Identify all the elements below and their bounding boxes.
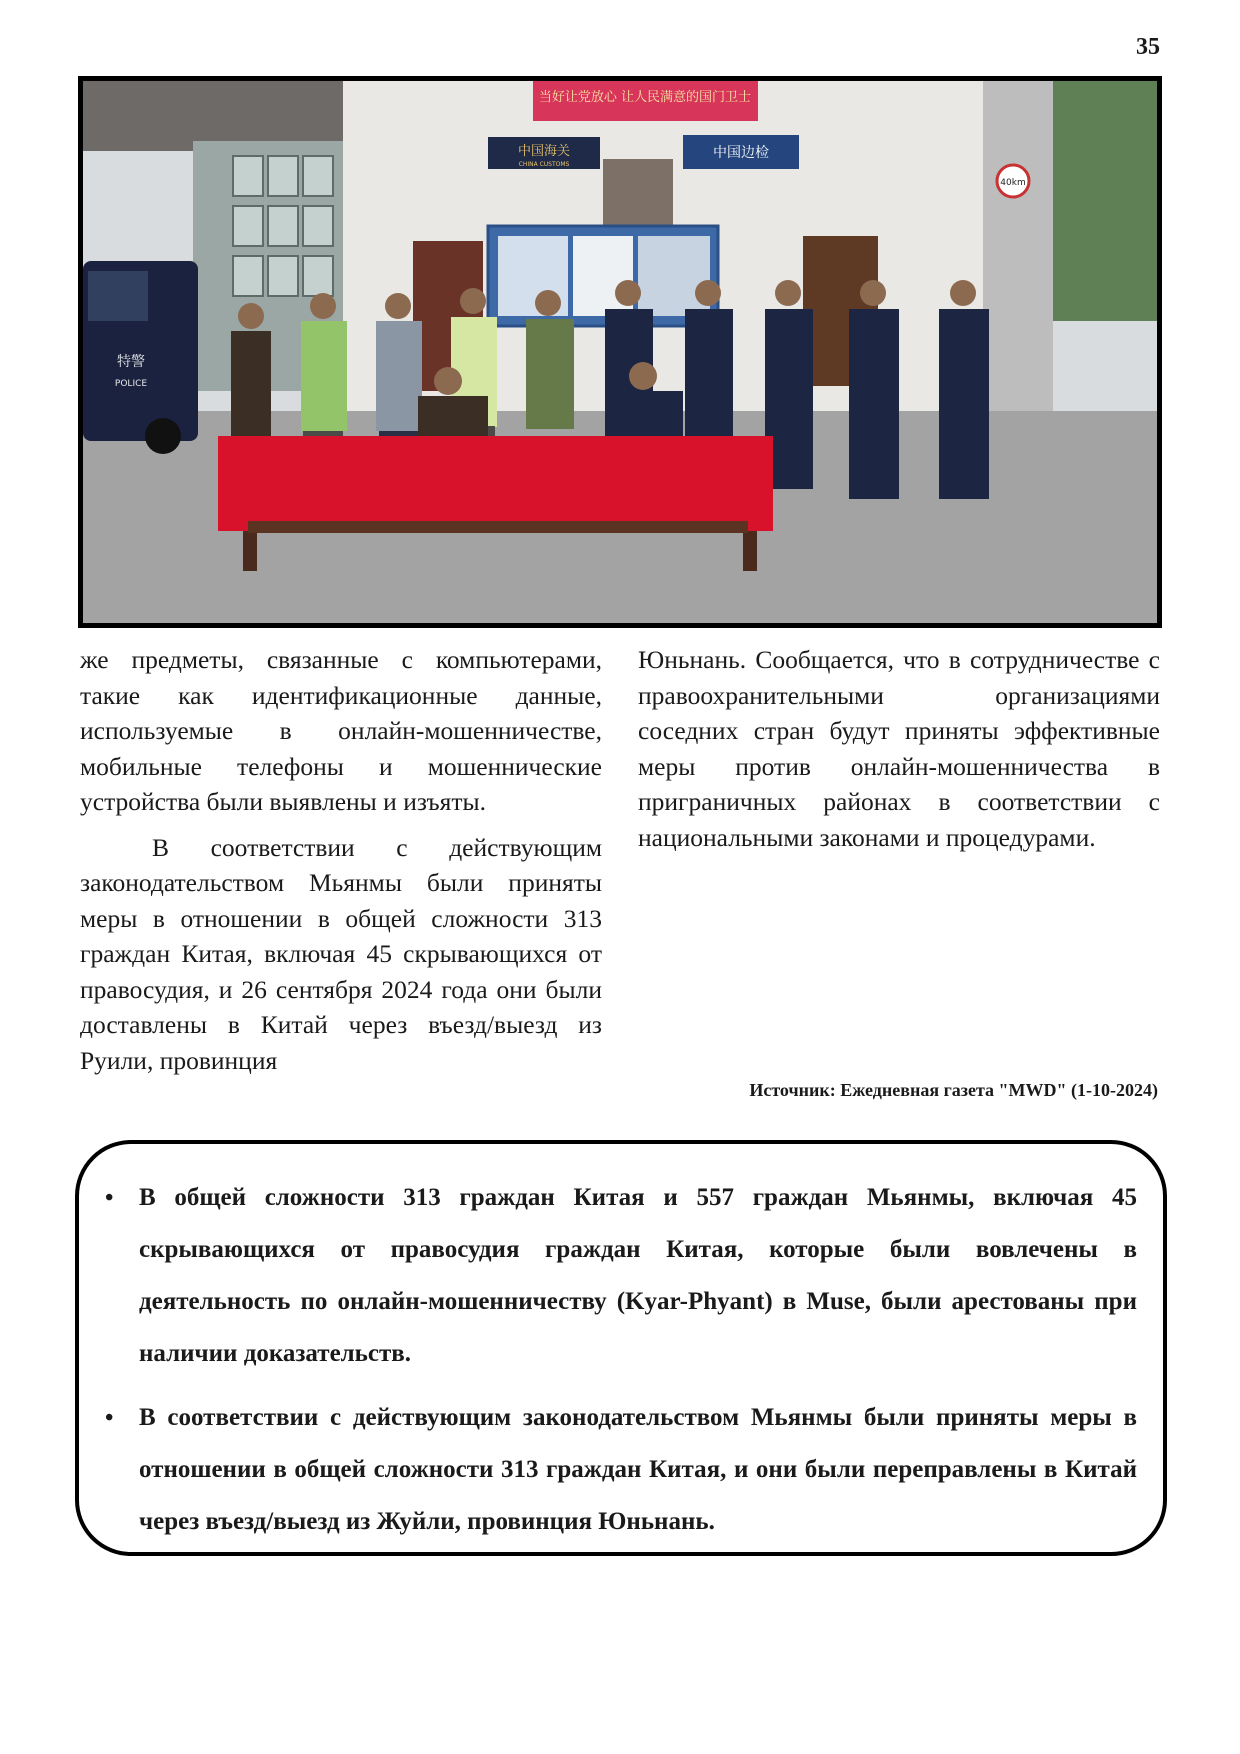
svg-text:CHINA CUSTOMS: CHINA CUSTOMS <box>518 161 570 168</box>
summary-item-text: В соответствии с действующим законодательством Мьянмы были приняты меры в отношении в общей сложности 313 граждан Китая, и они были переправлены в Китай через въезд/выезд из Жуйли, провинция Юньнань. <box>139 1404 1137 1535</box>
page-number: 35 <box>1136 34 1160 60</box>
svg-text:中国边检: 中国边检 <box>713 145 769 161</box>
summary-item <box>105 1172 1137 1380</box>
news-photo <box>78 76 1162 628</box>
svg-text:POLICE: POLICE <box>114 379 148 389</box>
svg-text:特警: 特警 <box>117 354 145 370</box>
bullet-icon: • <box>105 1405 114 1431</box>
svg-text:40km: 40km <box>1000 178 1026 188</box>
summary-item-text: В общей сложности 313 граждан Китая и 557 граждан Мьянмы, включая 45 скрывающихся от правосудия граждан Китая, которые были вовлечены в деятельность по онлайн-мошенничеству (Kyar-Phyant) в Muse, были арестованы при наличии доказательств. <box>139 1184 1137 1367</box>
paragraph: же предметы, связанные с компьютерами, такие как идентификационные данные, используемые в онлайн-мошенничестве, мобильные телефоны и мошеннические устройства были выявлены и изъяты. <box>80 645 602 816</box>
paragraph: Юньнань. Сообщается, что в сотрудничестве с правоохранительными организациями соседних стран будут приняты эффективные меры против онлайн-мошенничества в приграничных районах в соответствии с национальными законами и процедурами. <box>638 645 1160 852</box>
article-body <box>80 642 1160 1112</box>
signing-ceremony-photo <box>83 81 1157 623</box>
summary-box <box>75 1140 1167 1556</box>
banner-text: 当好让党放心 让人民满意的国门卫士 <box>538 90 752 105</box>
summary-item <box>105 1392 1137 1548</box>
bullet-icon: • <box>105 1185 114 1211</box>
source-citation: Источник: Ежедневная газета "MWD" (1-10-2024) <box>749 1080 1158 1100</box>
svg-text:中国海关: 中国海关 <box>517 144 571 159</box>
signing-table <box>218 436 773 531</box>
right-column <box>638 642 1160 865</box>
paragraph: В соответствии с действующим законодательством Мьянмы были приняты меры в отношении в общей сложности 313 граждан Китая, включая 45 скрывающихся от правосудия, и 26 сентября 2024 года они были доставлены в Китай через въезд/выезд из Руили, провинция <box>80 832 602 1075</box>
left-column <box>80 642 602 1088</box>
summary-list <box>105 1172 1137 1548</box>
